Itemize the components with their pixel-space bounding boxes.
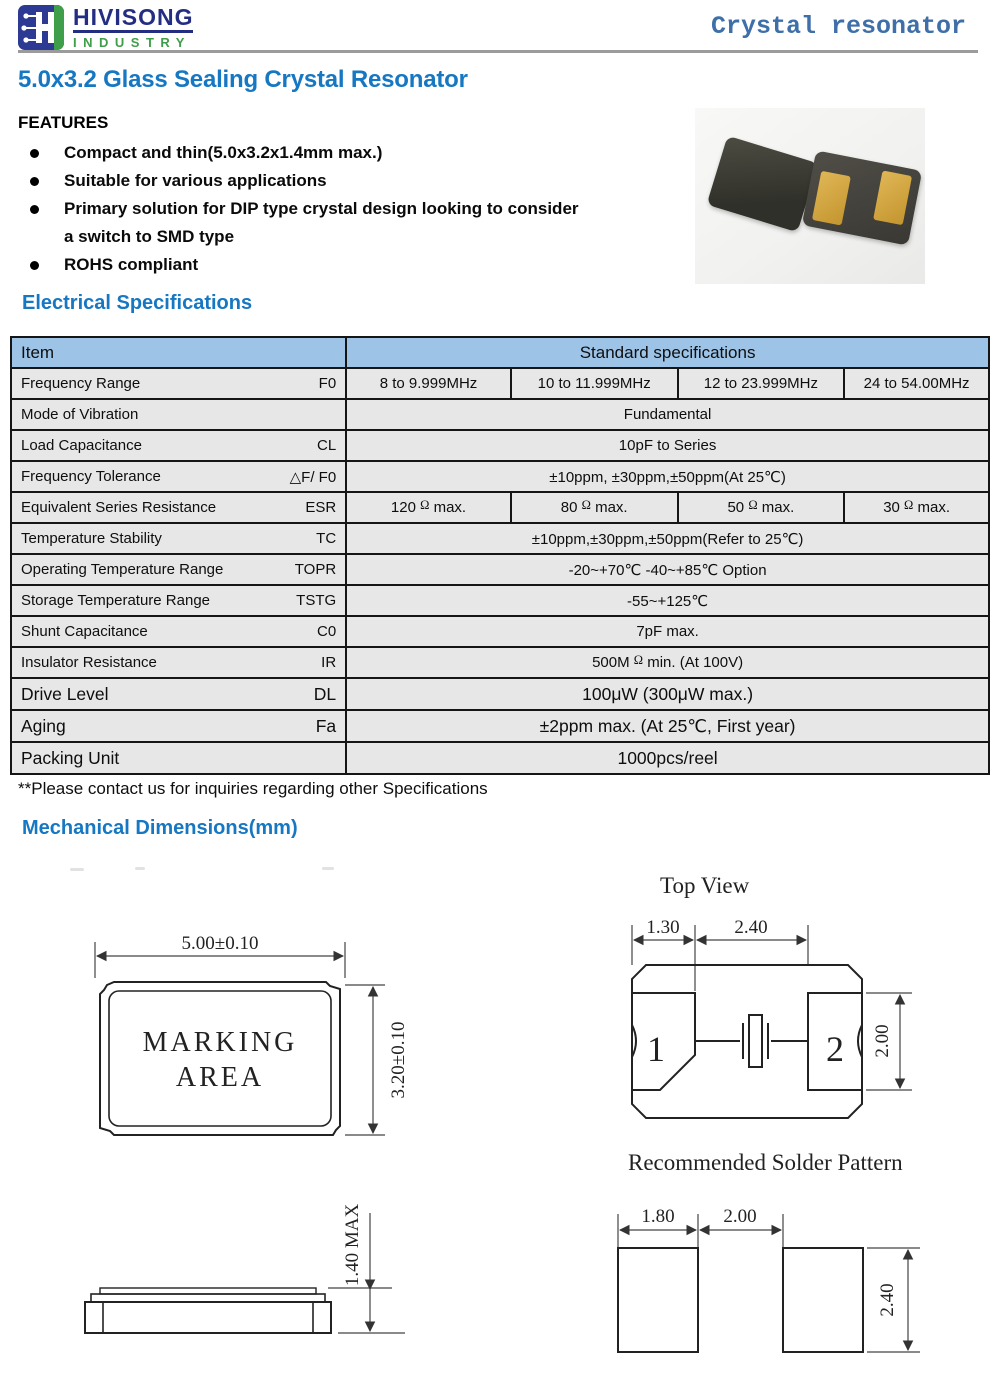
- dim-solder-width-label: 1.80: [641, 1206, 675, 1227]
- top-view-title: Top View: [660, 873, 750, 898]
- product-photo: [695, 108, 925, 284]
- table-row: [11, 742, 989, 774]
- side-view-drawing: [60, 1185, 480, 1355]
- bullet-icon: [30, 177, 39, 186]
- features-heading: FEATURES: [18, 113, 109, 132]
- feature-text: Compact and thin(5.0x3.2x1.4mm max.): [64, 143, 383, 162]
- feature-item: [18, 139, 678, 167]
- crystal-chip-top: [707, 136, 819, 233]
- solder-pattern-drawing: [590, 1140, 1000, 1378]
- bullet-icon: [30, 261, 39, 270]
- item-cell: Aging Fa: [11, 710, 346, 742]
- features-list: [18, 139, 678, 279]
- gold-pad: [812, 171, 851, 226]
- feature-text: ROHS compliant: [64, 255, 199, 274]
- page-title: 5.0x3.2 Glass Sealing Crystal Resonator: [18, 66, 468, 93]
- item-cell: Packing Unit: [11, 742, 346, 774]
- feature-text: a switch to SMD type: [64, 227, 235, 246]
- item-cell: Frequency Tolerance △F/ F0: [11, 461, 346, 492]
- table-row: [11, 678, 989, 710]
- table-row: [11, 399, 989, 430]
- faded-mark: [70, 868, 84, 871]
- feature-text: Suitable for various applications: [64, 171, 327, 190]
- value-cell: 80 $^\Omega$ max.: [511, 492, 678, 523]
- item-cell: Equivalent Series Resistance ESR: [11, 492, 346, 523]
- bullet-icon: [30, 205, 39, 214]
- spec-table: [10, 336, 990, 775]
- column-header-spec: Standard specifications: [346, 337, 989, 368]
- item-cell: Frequency Range F0: [11, 368, 346, 399]
- feature-item: [18, 167, 678, 195]
- mechanical-dimensions-heading: Mechanical Dimensions(mm): [22, 817, 298, 839]
- spec-table-body: [11, 368, 989, 774]
- table-row: [11, 492, 989, 523]
- feature-item: [18, 223, 678, 251]
- feature-text: Primary solution for DIP type crystal design looking to consider: [64, 199, 579, 218]
- item-cell: Operating Temperature Range TOPR: [11, 554, 346, 585]
- table-row: [11, 368, 989, 399]
- item-cell: Temperature Stability TC: [11, 523, 346, 554]
- column-header-item: Item: [11, 337, 346, 368]
- table-footnote: **Please contact us for inquiries regarding other Specifications: [18, 779, 488, 798]
- value-cell: 8 to 9.999MHz: [346, 368, 511, 399]
- item-cell: Load Capacitance CL: [11, 430, 346, 461]
- table-row: [11, 430, 989, 461]
- value-cell: 24 to 54.00MHz: [844, 368, 989, 399]
- table-row: [11, 461, 989, 492]
- value-cell: 50 $^\Omega$ max.: [678, 492, 845, 523]
- feature-item: [18, 195, 678, 223]
- value-cell: -20~+70℃ -40~+85℃ Option: [346, 554, 989, 585]
- dim-height-label: 3.20±0.10: [388, 1021, 409, 1099]
- feature-item: [18, 251, 678, 279]
- marking-area-drawing: [60, 920, 460, 1160]
- bullet-icon: [30, 149, 39, 158]
- solder-pattern-title: Recommended Solder Pattern: [628, 1150, 903, 1175]
- item-cell: Mode of Vibration: [11, 399, 346, 430]
- document-type-label: Crystal resonator: [710, 12, 966, 41]
- dim-width-label: 5.00±0.10: [181, 933, 259, 954]
- item-cell: Shunt Capacitance C0: [11, 616, 346, 647]
- value-cell: -55~+125℃: [346, 585, 989, 616]
- value-cell: 12 to 23.999MHz: [678, 368, 845, 399]
- dim-pad-width-label: 1.30: [646, 917, 680, 938]
- table-row: [11, 554, 989, 585]
- item-cell: Insulator Resistance IR: [11, 647, 346, 678]
- value-cell: 500M $^\Omega$ min. (At 100V): [346, 647, 989, 678]
- value-cell: 30 $^\Omega$ max.: [844, 492, 989, 523]
- logo-wordmark: [73, 5, 193, 50]
- value-cell: 10 to 11.999MHz: [511, 368, 678, 399]
- value-cell: 100μW (300μW max.): [346, 678, 989, 710]
- value-cell: ±2ppm max. (At 25℃, First year): [346, 710, 989, 742]
- dim-pad-height-label: 2.00: [872, 1024, 893, 1058]
- table-row: [11, 647, 989, 678]
- marking-area-line1: MARKING: [142, 1027, 298, 1058]
- logo-subtitle: INDUSTRY: [73, 35, 191, 51]
- dim-solder-gap-label: 2.00: [723, 1206, 757, 1227]
- top-view-drawing: [600, 865, 1000, 1145]
- table-row: [11, 616, 989, 647]
- table-row: [11, 523, 989, 554]
- pad1-label: 1: [647, 1029, 665, 1069]
- value-cell: ±10ppm, ±30ppm,±50ppm(At 25℃): [346, 461, 989, 492]
- crystal-chip-bottom: [802, 150, 923, 245]
- logo-icon: [18, 5, 64, 50]
- gold-pad: [873, 170, 912, 225]
- table-row: [11, 585, 989, 616]
- value-cell: ±10ppm,±30ppm,±50ppm(Refer to 25℃): [346, 523, 989, 554]
- company-logo: [18, 5, 193, 50]
- value-cell: Fundamental: [346, 399, 989, 430]
- header-divider: [18, 50, 978, 53]
- item-cell: Storage Temperature Range TSTG: [11, 585, 346, 616]
- logo-name: HIVISONG: [73, 5, 193, 33]
- faded-mark: [135, 867, 145, 870]
- faded-mark: [322, 867, 334, 870]
- value-cell: 7pF max.: [346, 616, 989, 647]
- value-cell: 10pF to Series: [346, 430, 989, 461]
- dim-side-height-label: 1.40 MAX: [342, 1203, 363, 1287]
- dim-solder-height-label: 2.40: [877, 1283, 898, 1317]
- table-row: [11, 710, 989, 742]
- electrical-specs-heading: Electrical Specifications: [22, 292, 253, 314]
- dim-pad-gap-label: 2.40: [734, 917, 768, 938]
- item-cell: Drive Level DL: [11, 678, 346, 710]
- value-cell: 1000pcs/reel: [346, 742, 989, 774]
- value-cell: 120 $^\Omega$ max.: [346, 492, 511, 523]
- pad2-label: 2: [826, 1029, 844, 1069]
- table-header-row: [11, 337, 989, 368]
- marking-area-line2: AREA: [175, 1062, 265, 1093]
